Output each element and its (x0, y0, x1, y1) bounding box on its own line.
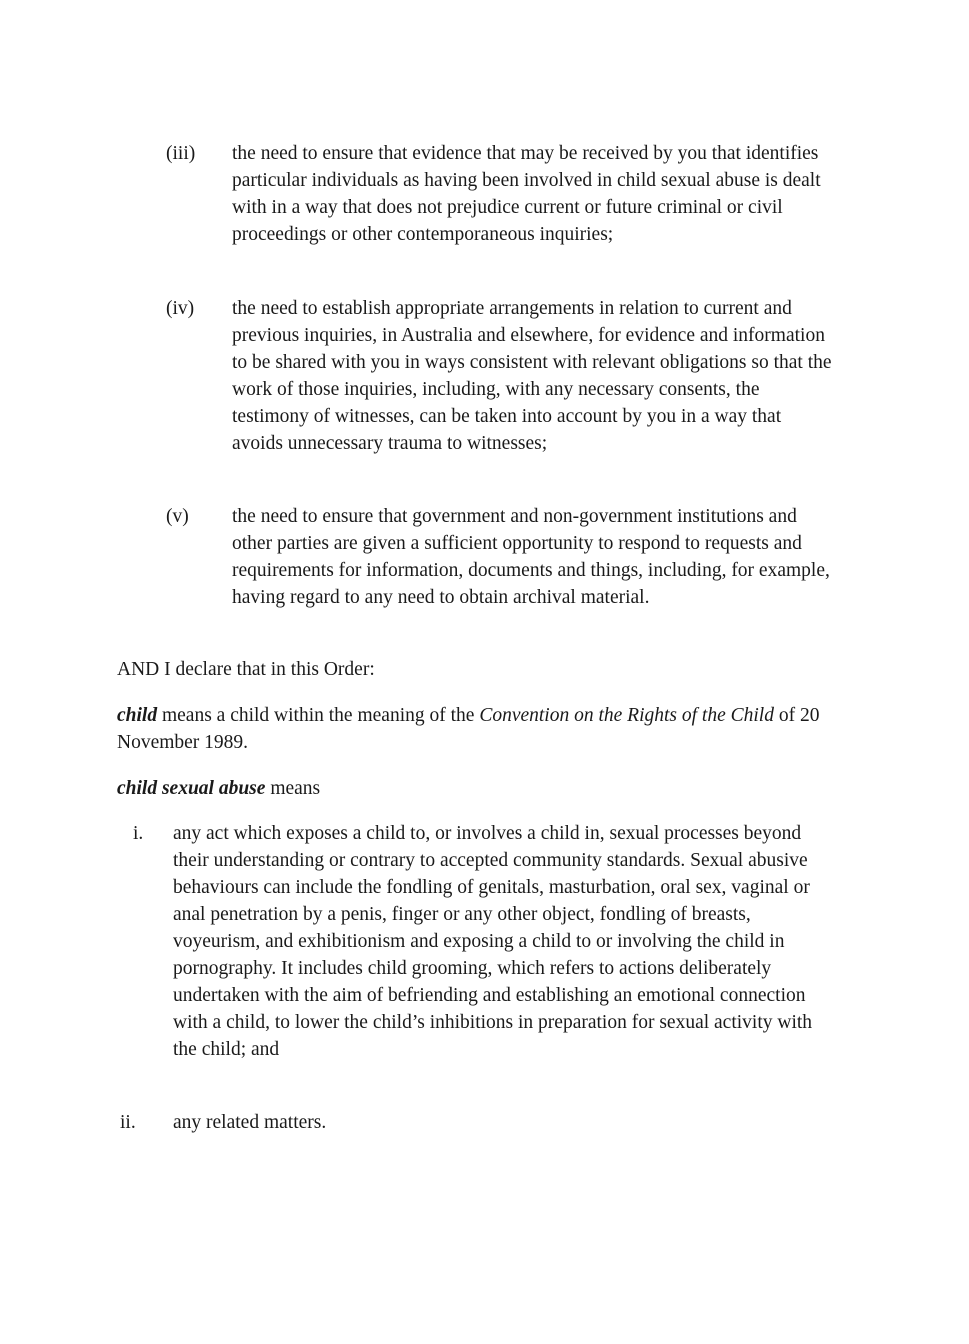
item-text: the need to ensure that evidence that may be received by you that identifies particular individuals as having been involved in child sexual abuse is dealt with in a way that does not prejudice current or future criminal or civil proceedings or other contemporaneous inquiries; (232, 143, 821, 245)
item-text: any act which exposes a child to, or involves a child in, sexual processes beyond their understanding or contrary to accepted community standards. Sexual abusive behaviours can include the fondling of genitals, masturbation, oral sex, vaginal or anal penetration by a penis, finger or any other object, fondling of breasts, voyeurism, and exhibitionism and exposing a child to or involving the child in pornography. It includes child grooming, which refers to actions deliberately undertaken with the aim of befriending and establishing an emotional connection with a child, to lower the child’s inhibitions in preparation for sexual activity with the child; and (173, 823, 813, 1060)
definition-child-sexual-abuse (117, 775, 837, 802)
item-text: the need to establish appropriate arrangements in relation to current and previous inquiries, in Australia and elsewhere, for evidence and information to be shared with you in ways consistent with relevant obligations so that the work of those inquiries, including, with any necessary consents, the testimony of witnesses, can be taken into account by you in a way that avoids unnecessary trauma to witnesses; (232, 298, 832, 454)
definition-text: means (265, 778, 321, 799)
item-text: the need to ensure that government and non-government institutions and other parties are given a sufficient opportunity to respond to requests and requirements for information, documents and things, including, for example, having regard to any need to obtain archival material. (232, 506, 830, 608)
item-text: any related matters. (173, 1112, 327, 1133)
convention-title: Convention on the Rights of the Child (479, 705, 774, 726)
definition-text: means a child within the meaning of the (157, 705, 480, 726)
item-number: i. (133, 823, 144, 844)
definition-text: of 20 November 1989. (117, 705, 820, 753)
item-number: (iii) (166, 143, 196, 164)
definition-child (117, 702, 837, 756)
item-number: (iv) (166, 298, 195, 319)
defined-term: child (117, 705, 158, 726)
declaration-paragraph: AND I declare that in this Order: (117, 659, 375, 680)
defined-term: child sexual abuse (117, 778, 266, 799)
item-number: (v) (166, 506, 189, 527)
item-number: ii. (120, 1112, 136, 1133)
